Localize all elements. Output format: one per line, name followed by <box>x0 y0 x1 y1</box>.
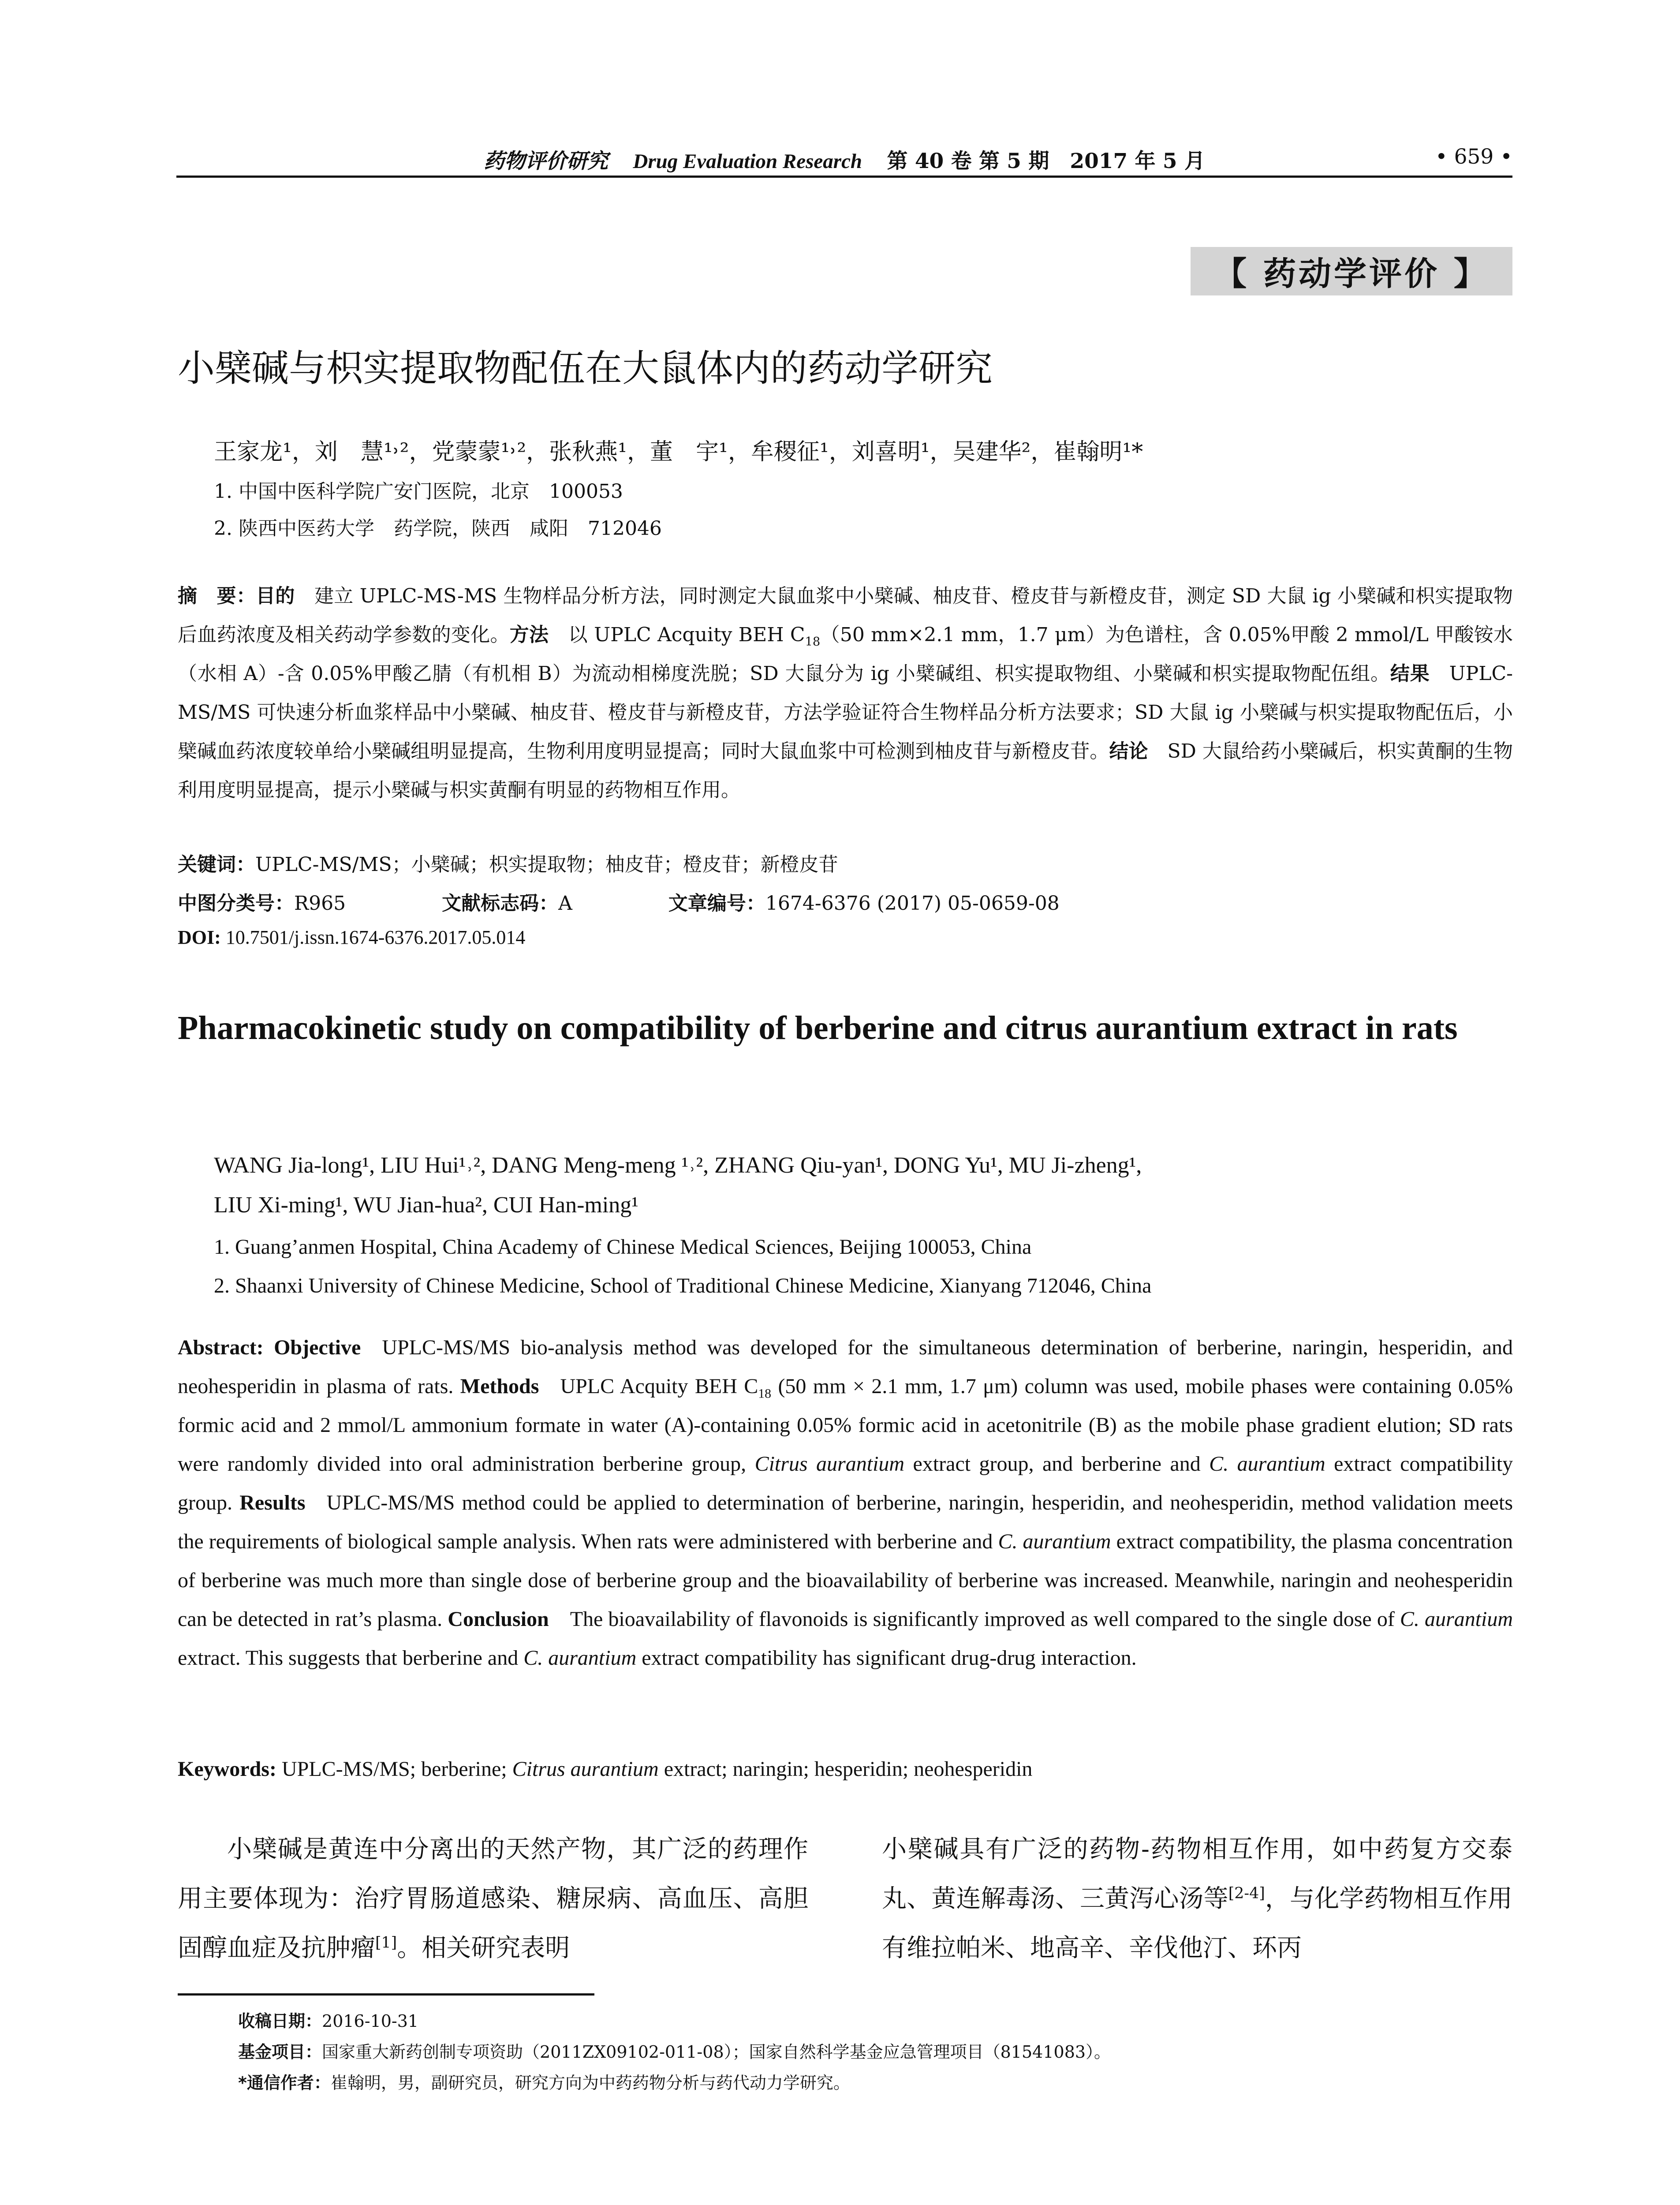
cn-article-value: 1674-6376 (2017) 05-0659-08 <box>765 892 1060 915</box>
body-left-end: 。相关研究表明 <box>397 1934 570 1962</box>
en-keywords-b: extract; naringin; hesperidin; neohesperidin <box>664 1757 1033 1781</box>
cn-results: UPLC-MS/MS 可快速分析血浆样品中小檗碱、柚皮苷、橙皮苷与新橙皮苷，方法学验证符合生物样品分析方法要求；SD 大鼠 ig 小檗碱与枳实提取物配伍后，小檗碱血药浓度较单给小檗碱组明显提高，生物利用度明显提高；同时大鼠血浆中可检测到柚皮苷与新橙皮苷。 <box>178 662 1513 762</box>
journal-logo: 药物评价研究 <box>484 149 609 173</box>
page-number: • 659 • <box>1435 145 1512 169</box>
cn-class-label: 中图分类号： <box>178 892 294 915</box>
footnote-fund <box>238 2038 1111 2063</box>
doi-label: DOI: <box>178 927 221 948</box>
en-conclusion-italic-2: C. aurantium <box>523 1646 637 1670</box>
cn-methods-b: （50 mm×2.1 mm，1.7 μm）为色谱柱，含 0.05%甲酸 2 mmol/L 甲酸铵水（水相 A）-含 0.05%甲酸乙腈（有机相 B）为流动相梯度洗脱；SD 大鼠分为 ig 小檗碱组、枳实提取物组、小檗碱和枳实提取物配伍组。 <box>178 624 1513 685</box>
cn-abstract-label: 摘 要： <box>178 585 256 607</box>
cn-title: 小檗碱与枳实提取物配伍在大鼠体内的药动学研究 <box>178 347 993 390</box>
body-column-right <box>882 1825 1512 1973</box>
en-abstract-label: Abstract: Objective <box>178 1336 361 1359</box>
cn-abstract <box>178 577 1513 810</box>
body-left-text: 小檗碱是黄连中分离出的天然产物，其广泛的药理作用主要体现为：治疗胃肠道感染、糖尿病、高血压、高胆固醇血症及抗肿瘤 <box>178 1835 808 1962</box>
footnote-received <box>238 2007 418 2032</box>
cn-methods-sub: 18 <box>805 635 821 649</box>
en-methods-label: Methods <box>460 1375 539 1398</box>
cn-doc-label: 文献标志码： <box>442 892 559 915</box>
en-results-label: Results <box>239 1491 306 1514</box>
cn-methods-a: 以 UPLC Acquity BEH C <box>568 624 805 646</box>
footnote-rule <box>178 1993 594 1996</box>
issue-info: 第 40 卷 第 5 期 2017 年 5 月 <box>887 149 1205 173</box>
cn-methods-label: 方法 <box>509 624 549 646</box>
doi-value[interactable]: 10.7501/j.issn.1674-6376.2017.05.014 <box>225 927 526 948</box>
en-authors-line-2: LIU Xi-ming¹, WU Jian-hua², CUI Han-ming¹ <box>214 1192 638 1218</box>
en-keywords-a: UPLC-MS/MS; berberine; <box>281 1757 507 1781</box>
en-keywords-italic: Citrus aurantium <box>512 1757 659 1781</box>
received-date: 2016-10-31 <box>322 2011 419 2031</box>
cn-article-label: 文章编号： <box>668 892 765 915</box>
cn-doc-value: A <box>558 892 572 915</box>
en-abstract <box>178 1328 1513 1678</box>
en-conclusion-a: The bioavailability of flavonoids is significantly improved as well compared to the single dose of <box>570 1607 1395 1631</box>
cn-keywords <box>178 848 838 877</box>
cn-affiliation-1: 1. 中国中医科学院广安门医院，北京 100053 <box>214 480 623 503</box>
cn-objective: 建立 UPLC-MS-MS 生物样品分析方法，同时测定大鼠血浆中小檗碱、柚皮苷、橙皮苷与新橙皮苷，测定 SD 大鼠 ig 小檗碱和枳实提取物后血药浓度及相关药动学参数的变化。 <box>178 585 1513 646</box>
corr-text: 崔翰明，男，副研究员，研究方向为中药药物分析与药代动力学研究。 <box>330 2073 850 2093</box>
en-results-italic: C. aurantium <box>998 1530 1111 1553</box>
cn-affiliation-2: 2. 陕西中医药大学 药学院，陕西 咸阳 712046 <box>214 517 662 540</box>
en-affiliation-1: 1. Guang’anmen Hospital, China Academy of Chinese Medical Sciences, Beijing 100053, China <box>214 1235 1032 1259</box>
cn-keywords-label: 关键词： <box>178 853 255 876</box>
en-methods-b: (50 mm × 2.1 mm, 1.7 μm) column was used, mobile phases were containing 0.05% formic acid and 2 mmol/L ammonium formate in water (A)-containing 0.05% formic acid in acetonitrile (B) as the mobile phase gradient elution; SD rats were randomly divided into oral administration berberine group, <box>178 1375 1513 1476</box>
en-results-b: extract compatibility, the plasma concentration of berberine was much more than single dose of berberine group and the bioavailability of berberine was increased. Meanwhile, naringin and neohesperidin can be detected in rat’s plasma. <box>178 1530 1513 1631</box>
received-label: 收稿日期： <box>238 2011 322 2031</box>
en-authors <box>214 1146 1493 1225</box>
body-column-left <box>178 1825 808 1973</box>
body-right-text: 小檗碱具有广泛的药物-药物相互作用，如中药复方交泰丸、黄连解毒汤、三黄泻心汤等 <box>882 1835 1512 1913</box>
fund-text: 国家重大新药创制专项资助（2011ZX09102-011-08）；国家自然科学基金应急管理项目（81541083）。 <box>322 2042 1111 2062</box>
en-methods-d: extract compatibility group. <box>178 1452 1513 1514</box>
en-conclusion-label: Conclusion <box>448 1607 549 1631</box>
en-methods-c: extract group, and berberine and <box>913 1452 1201 1476</box>
en-results-a: UPLC-MS/MS method could be applied to determination of berberine, naringin, hesperidin, and neohesperidin, method validation meets the requirements of biological sample analysis. When rats were administered with berberine and <box>178 1491 1513 1553</box>
cn-classification-line <box>178 887 1060 916</box>
body-left-ref[interactable]: [1] <box>375 1934 397 1952</box>
cn-authors: 王家龙¹，刘 慧¹˒²，党蒙蒙¹˒²，张秋燕¹，董 宇¹，牟稷征¹，刘喜明¹，吴建华²，崔翰明¹* <box>214 439 1143 465</box>
column-label: 【 药动学评价 】 <box>1191 247 1512 295</box>
fund-label: 基金项目： <box>238 2042 322 2062</box>
cn-conclusion: SD 大鼠给药小檗碱后，枳实黄酮的生物利用度明显提高，提示小檗碱与枳实黄酮有明显的药物相互作用。 <box>178 740 1513 801</box>
cn-class-value: R965 <box>294 892 346 915</box>
footnote-correspondence <box>238 2069 850 2093</box>
en-methods-italic-1: Citrus aurantium <box>754 1452 905 1476</box>
cn-objective-label: 目的 <box>256 585 295 607</box>
en-keywords <box>178 1757 1032 1781</box>
en-affiliation-2: 2. Shaanxi University of Chinese Medicine, School of Traditional Chinese Medicine, Xianyang 712046, China <box>214 1274 1152 1297</box>
body-right-end: ，与化学药物相互作用有维拉帕米、地高辛、辛伐他汀、环丙 <box>882 1884 1512 1962</box>
en-conclusion-b: extract. This suggests that berberine and <box>178 1646 519 1670</box>
cn-results-label: 结果 <box>1390 662 1430 685</box>
en-authors-line-1: WANG Jia-long¹, LIU Hui¹˒², DANG Meng-meng ¹˒², ZHANG Qiu-yan¹, DONG Yu¹, MU Ji-zheng¹, <box>214 1153 1142 1178</box>
cn-conclusion-label: 结论 <box>1109 740 1148 762</box>
corr-label: *通信作者： <box>238 2073 331 2093</box>
en-methods-sub: 18 <box>758 1386 772 1401</box>
en-methods-italic-2: C. aurantium <box>1209 1452 1325 1476</box>
en-objective: UPLC-MS/MS bio-analysis method was developed for the simultaneous determination of berberine, naringin, hesperidin, and neohesperidin in plasma of rats. <box>178 1336 1513 1398</box>
cn-keywords-value: UPLC-MS/MS；小檗碱；枳实提取物；柚皮苷；橙皮苷；新橙皮苷 <box>255 853 838 876</box>
running-header <box>176 142 1512 177</box>
en-conclusion-italic-1: C. aurantium <box>1400 1607 1513 1631</box>
header-rule <box>176 176 1512 178</box>
doi-line <box>178 926 525 949</box>
body-right-ref[interactable]: [2-4] <box>1228 1884 1265 1902</box>
en-keywords-label: Keywords: <box>178 1757 276 1781</box>
en-conclusion-c: extract compatibility has significant drug-drug interaction. <box>642 1646 1137 1670</box>
en-methods-a: UPLC Acquity BEH C <box>560 1375 758 1398</box>
en-title: Pharmacokinetic study on compatibility of berberine and citrus aurantium extract in rats <box>178 1009 1458 1046</box>
journal-name: Drug Evaluation Research <box>633 150 862 173</box>
running-header-center <box>176 145 1512 174</box>
